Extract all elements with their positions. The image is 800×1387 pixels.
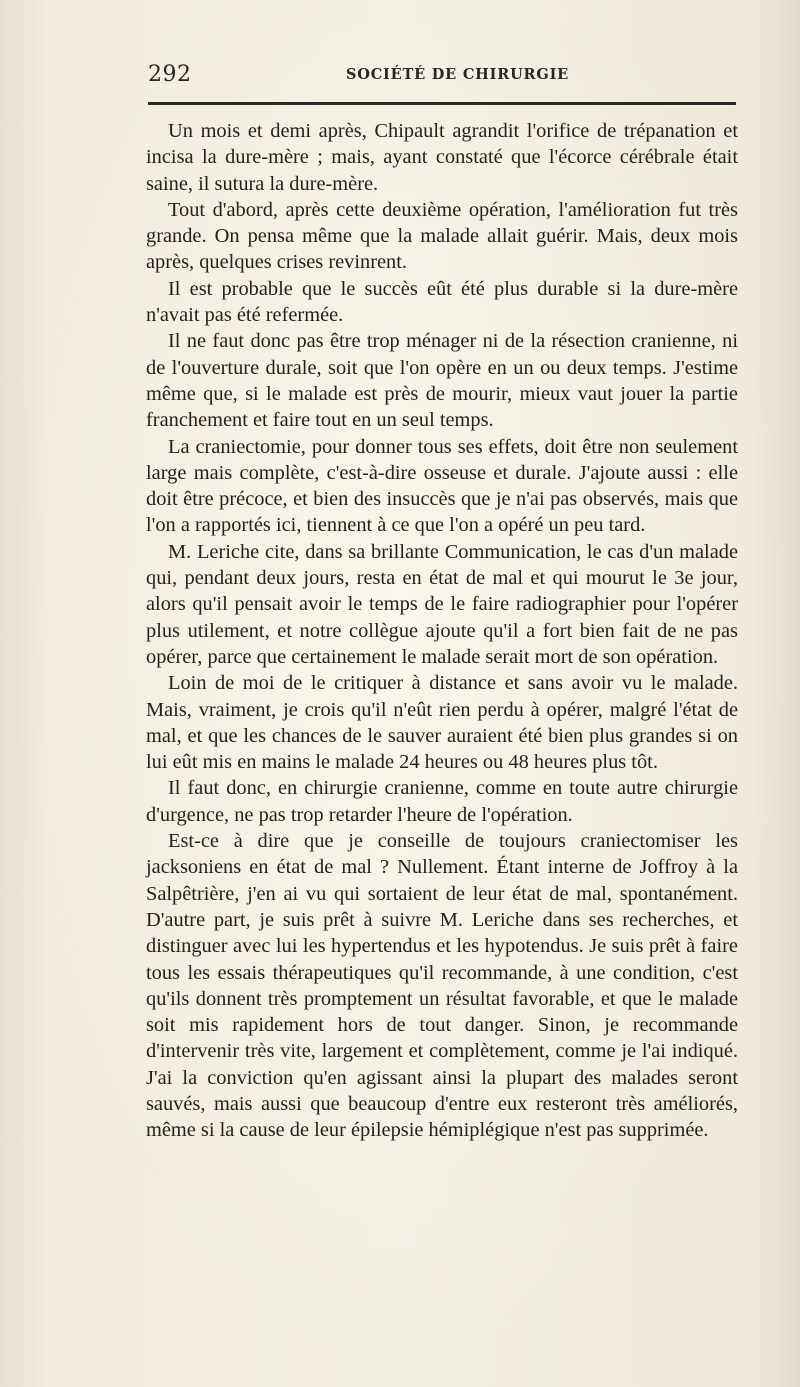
body-text	[146, 118, 738, 1144]
paragraph-3: Il est probable que le succès eût été plus durable si la dure-mère n'avait pas été refermée.	[146, 277, 738, 327]
running-head	[146, 58, 736, 94]
page-number: 292	[148, 62, 192, 87]
paragraph-8: Il faut donc, en chirurgie cranienne, comme en toute autre chirurgie d'urgence, ne pas trop retarder l'heure de l'opération.	[146, 777, 738, 826]
paragraph-7: Loin de moi de le critiquer à distance et sans avoir vu le malade. Mais, vraiment, je crois qu'il n'eût rien perdu à opérer, malgré l'état de mal, et que les chances de le sauver auraient été bien plus grandes si on lui eût mis en mains le malade 24 heures ou 48 heures plus tôt.	[146, 672, 738, 774]
paragraph-1: Un mois et demi après, Chipault agrandit l'orifice de trépanation et incisa la dure-mère ; mais, ayant constaté que l'écorce cérébrale était saine, il sutura la dure-mère.	[146, 120, 738, 195]
paragraph-9: Est-ce à dire que je conseille de toujours craniectomiser les jacksoniens en état de mal ? Nullement. Étant interne de Joffroy à la Salpêtrière, j'en ai vu qui sortaient de leur état de mal, spontanément. D'autre part, je suis prêt à suivre M. Leriche dans ses recherches, et distinguer avec lui les hypertendus et les hypotendus. Je suis prêt à faire tous les essais thérapeutiques qu'il recommande, à une condition, c'est qu'ils donnent très promptement un résultat favorable, et que le malade soit mis rapidement hors de tout danger. Sinon, je recommande d'intervenir très vite, largement et complètement, comme je l'ai indiqué. J'ai la conviction qu'en agissant ainsi la plupart des malades seront sauvés, mais aussi que beaucoup d'entre eux resteront très améliorés, même si la cause de leur épilepsie hémiplégique n'est pas supprimée.	[146, 830, 738, 1142]
paragraph-5: La craniectomie, pour donner tous ses effets, doit être non seulement large mais complète, c'est-à-dire osseuse et durale. J'ajoute aussi : elle doit être précoce, et bien des insuccès que je n'ai pas observés, mais que l'on a rapportés ici, tiennent à ce que l'on a opéré un peu tard.	[146, 435, 738, 537]
paragraph-6: M. Leriche cite, dans sa brillante Communication, le cas d'un malade qui, pendant deux jours, resta en état de mal et qui mourut le 3e jour, alors qu'il pensait avoir le temps de le faire radiographier pour l'opérer plus utilement, et notre collègue ajoute qu'il a fort bien fait de ne pas opérer, parce que certainement le malade serait mort de son opération.	[146, 540, 738, 668]
paragraph-4: Il ne faut donc pas être trop ménager ni de la résection cranienne, ni de l'ouverture durale, soit que l'on opère en un ou deux temps. J'estime même que, si le malade est près de mourir, mieux vaut jouer la partie franchement et faire tout en un seul temps.	[146, 330, 738, 432]
paragraph-2: Tout d'abord, après cette deuxième opération, l'amélioration fut très grande. On pensa même que la malade allait guérir. Mais, deux mois après, quelques crises revinrent.	[146, 198, 738, 274]
header-rule	[148, 102, 736, 105]
journal-title: SOCIÉTÉ DE CHIRURGIE	[346, 66, 570, 83]
